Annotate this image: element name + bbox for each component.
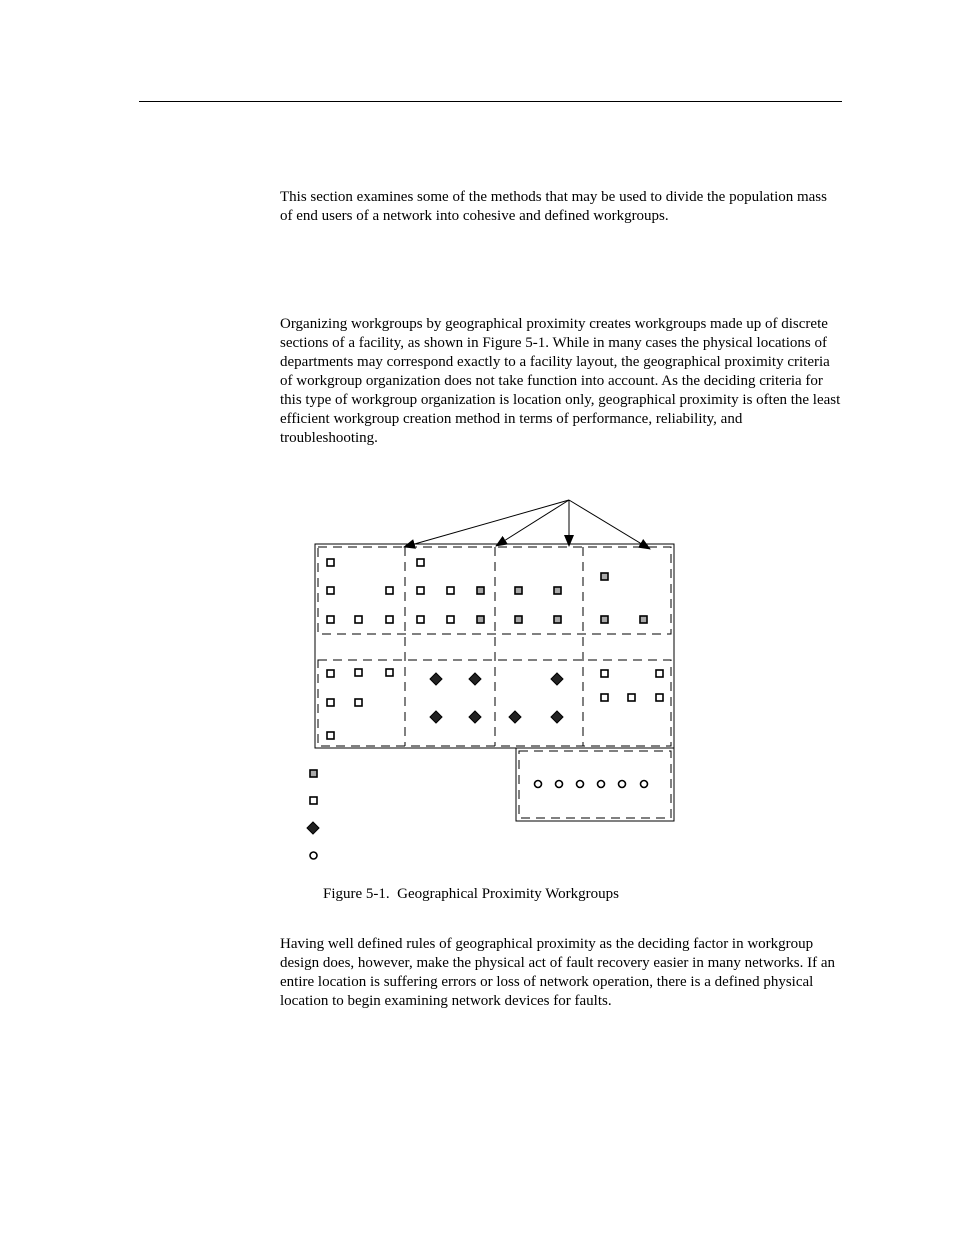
figure-5-1 [300, 495, 690, 865]
fault-recovery-paragraph: Having well defined rules of geographical proximity as the deciding factor in workgroup design does, however, make the physical act of fault recovery easier in many networks. If an entire location is suffering errors or loss of network operation, there is a defined physical location to begin examining network devices for faults. [280, 936, 836, 1009]
pointer-arrows [404, 500, 650, 549]
intro-paragraph: This section examines some of the methods that may be used to divide the population mass of end users of a network into cohesive and defined workgroups. [280, 189, 827, 224]
arrow-2 [496, 500, 569, 546]
gray-square-nodes [477, 573, 647, 623]
legend-white-circle [310, 852, 317, 859]
legend-gray-square [310, 770, 317, 777]
figure-legend [307, 770, 319, 859]
geographical-proximity-paragraph: Organizing workgroups by geographical proximity creates workgroups made up of discrete sections of a facility, as shown in Figure 5-1. While in many cases the physical locations of departments may correspond exactly to a facility layout, the geographical proximity criteria of workgroup organization does not take function into account. As the deciding criteria for this type of workgroup organization is location only, geographical proximity is often the least efficient workgroup creation method in terms of performance, reliability, and troubleshooting. [280, 316, 841, 446]
arrow-1 [404, 500, 569, 547]
circle-nodes [535, 781, 648, 788]
figure-caption: Figure 5-1. Geographical Proximity Workgroups [323, 886, 619, 902]
arrow-4 [569, 500, 650, 549]
diamond-nodes [430, 673, 563, 723]
legend-white-square [310, 797, 317, 804]
section-boundaries [318, 547, 671, 818]
header-rule [139, 101, 842, 102]
legend-black-diamond [307, 822, 319, 834]
